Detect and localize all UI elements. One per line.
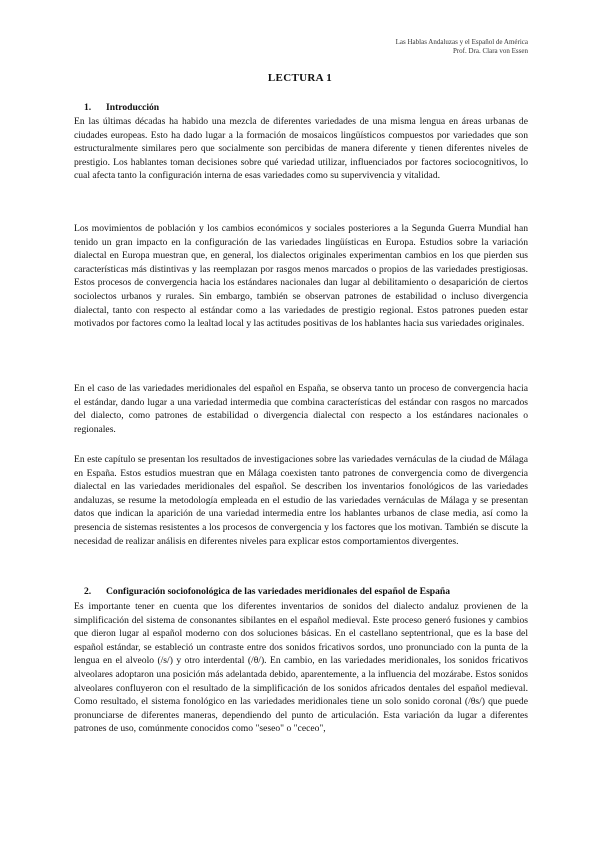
section-1-paragraph-4: En este capítulo se presentan los resultados de investigaciones sobre las variedades vernáculas de la ciudad de Málaga en España. Estos estudios muestran que en Málaga coexisten tanto patrones de convergencia como de divergencia dialectal en las variedades meridionales del español. Se describen los inventarios fonológicos de las variedades andaluzas, se resume la metodología empleada en el estudio de las variedades vernáculas de Málaga y se presentan datos que indican la aparición de una variedad intermedia entre los hablantes urbanos de clase media, así como la presencia de sistemas resistentes a los procesos de convergencia y los factores que los motivan. También se discute la necesidad de realizar análisis en diferentes niveles para explicar estos comportamientos divergentes. (74, 454, 528, 547)
running-header (396, 38, 528, 56)
header-course-title: Las Hablas Andaluzas y el Español de América (395, 38, 528, 46)
section-1-number: 1. (84, 102, 92, 113)
section-1-paragraph-1: En las últimas décadas ha habido una mezcla de diferentes variedades de una misma lengua en áreas urbanas de ciudades europeas. Esto ha dado lugar a la formación de mosaicos lingüísticos compuestos por variedades que son estructuralmente similares pero que socialmente son percibidas de manera diferente y tienen diferentes niveles de prestigio. Los hablantes toman decisiones sobre qué variedad utilizar, influenciados por factores sociocognitivos, lo cual afecta tanto la configuración interna de esas variedades como su supervivencia y vitalidad. (74, 116, 528, 182)
section-2-title: Configuración sociofonológica de las variedades meridionales del español de España (106, 586, 451, 597)
header-author: Prof. Dra. Clara von Essen (452, 47, 528, 55)
section-2-number: 2. (84, 586, 92, 597)
section-1-paragraph-3: En el caso de las variedades meridionales del español en España, se observa tanto un proceso de convergencia hacia el estándar, dando lugar a una variedad intermedia que combina características del estándar con rasgos no marcados del dialecto, como patrones de estabilidad o divergencia dialectal con respecto a los estándares nacionales o regionales. (74, 383, 528, 435)
section-1-paragraph-2: Los movimientos de población y los cambios económicos y sociales posteriores a la Segunda Guerra Mundial han tenido un gran impacto en la configuración de las variedades lingüísticas en Europa. Estudios sobre la variación dialectal en Europa muestran que, en general, los dialectos originales experimentan cambios en los que pierden sus características más distintivas y las reemplazan por rasgos menos marcados o propios de las variedades prestigiosas. Estos procesos de convergencia hacia los estándares nacionales dan lugar al debilitamiento o desaparición de ciertos sociolectos urbanos y rurales. Sin embargo, también se observan patrones de estabilidad o incluso divergencia dialectal, tanto con respecto al estándar como a las variedades de prestigio regional. Estos patrones pueden estar motivados por factores como la lealtad local y las actitudes positivas de los hablantes hacia sus variedades originales. (74, 223, 528, 330)
section-1-heading (74, 101, 534, 114)
section-2-heading (74, 585, 534, 598)
section-2-paragraph-1: Es importante tener en cuenta que los diferentes inventarios de sonidos del dialecto andaluz provienen de la simplificación del sistema de consonantes sibilantes en el español medieval. Este proceso generó fusiones y cambios que dieron lugar al español moderno con dos soluciones básicas. En el castellano septentrional, que es la base del español estándar, se estableció un contraste entre dos sonidos fricativos sordos, uno pronunciado con la punta de la lengua en el alveolo (/s/) y otro interdental (/θ/). En cambio, en las variedades meridionales, los sonidos fricativos alveolares adoptaron una posición más adelantada debido, aparentemente, a la influencia del mozárabe. Estos sonidos alveolares confluyeron con el resultado de la simplificación de los sonidos africados dentales del español medieval. Como resultado, el sistema fonológico en las variedades meridionales tiene un solo sonido coronal (/θs/) que puede pronunciarse de diferentes maneras, dependiendo del punto de articulación. Esta variación da lugar a diferentes patrones de uso, comúnmente conocidos como "seseo" o "ceceo", (74, 601, 528, 735)
page-title: LECTURA 1 (267, 72, 333, 84)
section-1-title: Introducción (106, 102, 160, 113)
